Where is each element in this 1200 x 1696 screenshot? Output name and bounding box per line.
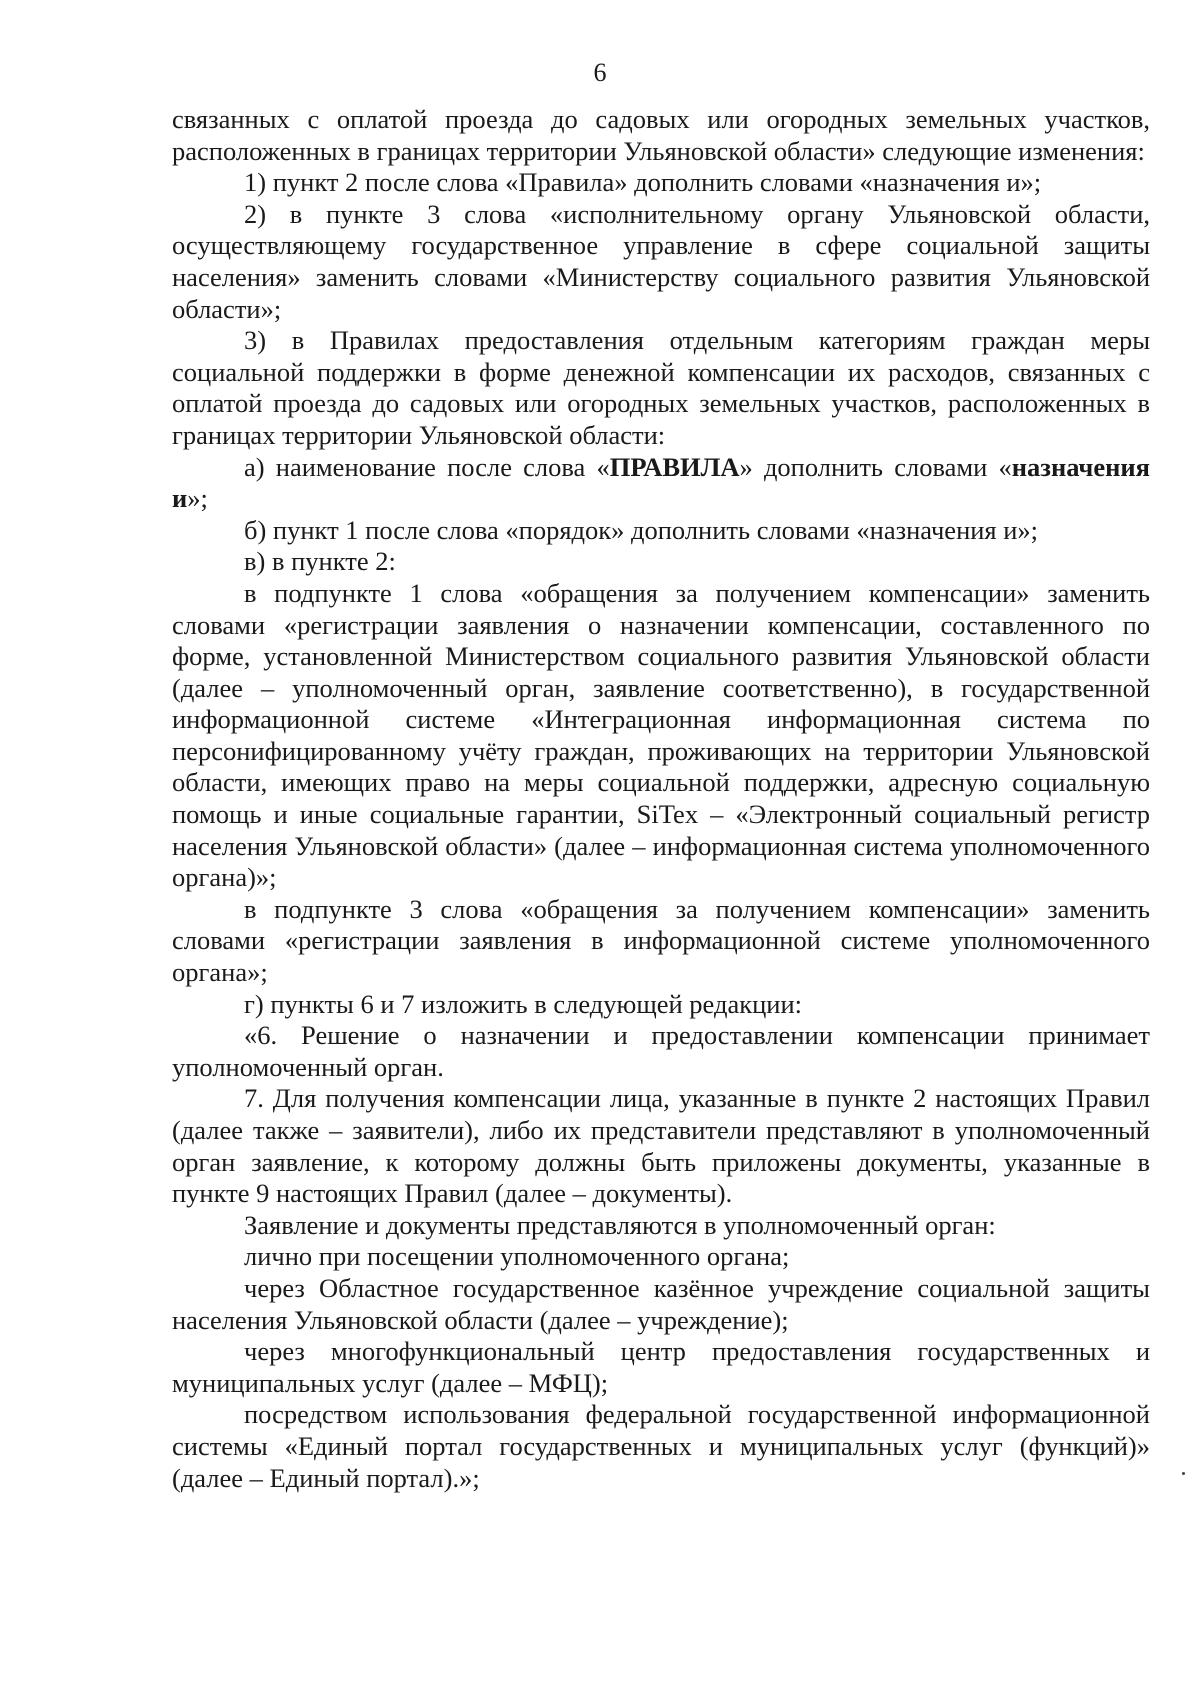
paragraph: [172, 167, 1150, 199]
text-segment: Заявление и документы представляются в уполномоченный орган:: [244, 1209, 996, 1240]
text-segment: а) наименование после слова «: [244, 451, 610, 482]
paragraph: [172, 1241, 1150, 1273]
paragraph: [172, 1210, 1150, 1242]
scan-speck: [1182, 1472, 1185, 1475]
text-segment: »;: [187, 483, 208, 514]
document-body: [172, 104, 1150, 1494]
text-segment: 3) в Правилах предоставления отдельным категориям граждан меры социальной поддержки в форме денежной компенсации их расходов, связанных с оплатой проезда до садовых или огородных земельных участков, расположенных в границах территории Ульяновской области:: [172, 325, 1150, 450]
bold-text-segment: ПРАВИЛА: [609, 451, 740, 482]
paragraph: [172, 104, 1150, 167]
paragraph: [172, 546, 1150, 578]
text-segment: через Областное государственное казённое учреждение социальной защиты населения Ульяновской области (далее – учреждение);: [172, 1272, 1150, 1335]
text-segment: через многофункциональный центр предоставления государственных и муниципальных услуг (далее – МФЦ);: [172, 1336, 1150, 1398]
text-segment: «6. Решение о назначении и предоставлении компенсации принимает уполномоченный орган.: [172, 1020, 1150, 1082]
page-number: 6: [593, 58, 607, 87]
paragraph: [172, 199, 1150, 325]
paragraph: [172, 452, 1150, 515]
text-segment: г) пункты 6 и 7 изложить в следующей редакции:: [244, 988, 803, 1019]
paragraph: [172, 1336, 1150, 1399]
paragraph: [172, 1399, 1150, 1494]
text-segment: б) пункт 1 после слова «порядок» дополнить словами «назначения и»;: [244, 514, 1039, 545]
text-segment: 2) в пункте 3 слова «исполнительному органу Ульяновской области, осуществляющему государственное управление в сфере социальной защиты населения» заменить словами «Министерству социального развития Ульяновской области»;: [172, 198, 1150, 324]
text-segment: лично при посещении уполномоченного органа;: [244, 1241, 790, 1272]
text-segment: » дополнить словами «: [739, 451, 1012, 482]
paragraph: [172, 325, 1150, 451]
paragraph: [172, 989, 1150, 1021]
paragraph: [172, 1083, 1150, 1209]
paragraph: [172, 1020, 1150, 1083]
text-segment: посредством использования федеральной государственной информационной системы «Единый портал государственных и муниципальных услуг (функций)» (далее – Единый портал).»;: [172, 1399, 1150, 1493]
paragraph: [172, 894, 1150, 989]
text-segment: в) в пункте 2:: [244, 546, 396, 577]
text-segment: 7. Для получения компенсации лица, указанные в пункте 2 настоящих Правил (далее также – заявители), либо их представители представляют в уполномоченный орган заявление, к которому должны быть приложены документы, указанные в пункте 9 настоящих Правил (далее – документы).: [172, 1083, 1150, 1209]
text-segment: связанных с оплатой проезда до садовых или огородных земельных участков, расположенных в границах территории Ульяновской области» следующие изменения:: [172, 104, 1150, 166]
paragraph: [172, 515, 1150, 547]
paragraph: [172, 578, 1150, 894]
text-segment: 1) пункт 2 после слова «Правила» дополнить словами «назначения и»;: [244, 167, 1042, 198]
paragraph: [172, 1273, 1150, 1336]
text-segment: в подпункте 1 слова «обращения за получением компенсации» заменить словами «регистрации заявления о назначении компенсации, составленного по форме, установленной Министерством социального развития Ульяновской области (далее – уполномоченный орган, заявление соответственно), в государственной информационной системе «Интеграционная информационная система по персонифицированному учёту граждан, проживающих на территории Ульяновской области, имеющих право на меры социальной поддержки, адресную социальную помощь и иные социальные гарантии, SiTex – «Электронный социальный регистр населения Ульяновской области» (далее – информационная система уполномоченного органа)»;: [172, 577, 1150, 893]
text-segment: в подпункте 3 слова «обращения за получением компенсации» заменить словами «регистрации заявления в информационной системе уполномоченного органа»;: [172, 893, 1150, 988]
bold-text-segment: назначения и: [172, 451, 1150, 514]
